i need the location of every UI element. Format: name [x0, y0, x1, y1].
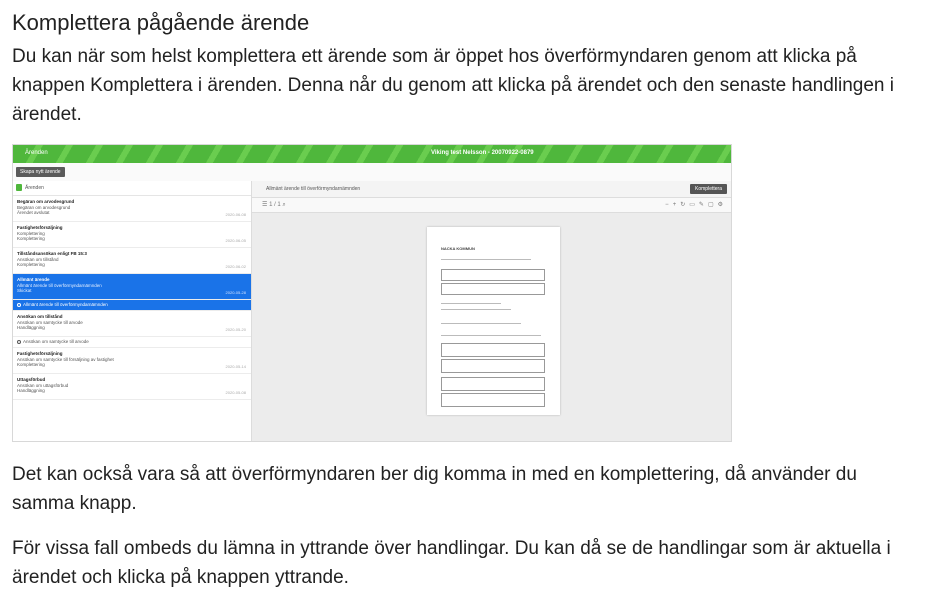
document-title: Komplettera pågående ärende — [12, 10, 310, 35]
search-icon[interactable]: ⌕ — [282, 202, 286, 208]
case-status: Handläggning — [17, 388, 45, 393]
case-date: 2020-05-20 — [225, 326, 246, 332]
page-logo: NACKA KOMMUN — [441, 246, 475, 251]
case-title: Fastighetsförsäljning — [17, 225, 63, 230]
case-subtitle: Ansökan om tillstånd — [17, 256, 59, 262]
intro-paragraph: Du kan när som helst komplettera ett ärende som är öppet hos överförmyndaren genom att klicka på knappen Komplettera i ärenden. Denna når du genom att klicka på ärendet och den senaste handlingen i ärendet. — [12, 46, 894, 125]
case-item[interactable] — [13, 348, 251, 374]
case-document-label: Ansökan om samtycke till arvode — [23, 339, 89, 344]
case-date: 2020-05-28 — [225, 289, 246, 295]
page-form-box — [441, 377, 545, 391]
page-form-box — [441, 359, 545, 373]
page-form-box — [441, 269, 545, 281]
fit-page-icon[interactable]: ▭ — [689, 202, 699, 208]
viewer-header — [252, 181, 732, 198]
app-topbar — [13, 145, 731, 163]
case-item[interactable] — [13, 196, 251, 222]
case-subtitle: Allmänt ärende till överförmyndarnämnden — [17, 282, 102, 288]
case-document[interactable] — [13, 337, 251, 348]
page-number-input[interactable]: 1 — [269, 202, 273, 208]
case-list-header-label: Ärenden — [25, 185, 44, 191]
draw-icon[interactable]: ✎ — [698, 202, 708, 208]
case-status: Komplettering — [17, 362, 45, 367]
case-status: Skickat — [17, 288, 32, 293]
page-text-line — [441, 309, 511, 310]
page-text-line — [441, 335, 541, 336]
case-subtitle: Begäran om arvodesgrund — [17, 204, 71, 210]
comment-icon[interactable]: ▢ — [707, 202, 718, 208]
rotate-icon[interactable]: ↻ — [680, 202, 690, 208]
page-text-line — [441, 303, 501, 304]
page-form-box — [441, 393, 545, 407]
viewer-title: Allmänt ärende till överförmyndarnämnden — [266, 186, 361, 192]
case-status: Ärendet avslutat — [17, 210, 50, 215]
case-title: Ansökan om tillstånd — [17, 314, 63, 319]
case-title: Tillståndsansökan enligt FB 15:3 — [17, 251, 87, 256]
viewer-toolbar — [252, 198, 732, 213]
document-viewer — [252, 181, 732, 442]
page-navigation[interactable] — [262, 201, 286, 209]
case-title: Uttagsförbud — [17, 377, 46, 382]
case-list-sidebar — [13, 181, 252, 442]
new-case-button[interactable]: Skapa nytt ärende — [16, 167, 65, 177]
document-page-preview — [427, 227, 560, 415]
document-icon — [17, 340, 21, 344]
case-subtitle: Komplettering — [17, 230, 45, 236]
topbar-user-label[interactable]: Viking test Nelsson - 20070922-0879 — [431, 150, 534, 156]
case-subtitle: Ansökan om samtycke till arvode — [17, 319, 83, 325]
case-title: Begäran om arvodesgrund — [17, 199, 75, 204]
info-paragraph: Det kan också vara så att överförmyndaren ber dig komma in med en komplettering, då använder du samma knapp. — [12, 464, 857, 514]
case-subtitle: Ansökan om uttagsförbud — [17, 382, 69, 388]
case-list-icon — [16, 184, 22, 191]
page-text-line — [441, 259, 531, 260]
case-title: Allmänt ärende — [17, 277, 50, 282]
case-date: 2020-06-08 — [225, 211, 246, 217]
zoom-in-icon[interactable]: + — [672, 202, 681, 208]
page-text-line — [441, 323, 521, 324]
topbar-section-label[interactable]: Ärenden — [25, 150, 48, 156]
case-date: 2020-06-05 — [225, 237, 246, 243]
zoom-out-icon[interactable]: − — [665, 202, 673, 208]
case-document-label: Allmänt ärende till överförmyndarnämnden — [23, 302, 108, 307]
statement-paragraph: För vissa fall ombeds du lämna in yttrande över handlingar. Du kan då se de handlingar som är aktuella i ärendet och klicka på knappen yttrande. — [12, 538, 891, 588]
page-total: / 1 — [274, 202, 281, 208]
case-date: 2020-06-02 — [225, 263, 246, 269]
case-subtitle: Ansökan om samtycke till försäljning av fastighet — [17, 356, 114, 362]
case-list-header — [13, 181, 251, 196]
case-status: Komplettering — [17, 262, 45, 267]
case-item[interactable] — [13, 222, 251, 248]
viewer-tools — [665, 201, 727, 208]
case-item-selected[interactable] — [13, 274, 251, 300]
case-item[interactable] — [13, 374, 251, 400]
complete-button[interactable]: Komplettera — [690, 184, 727, 194]
case-document-selected[interactable] — [13, 300, 251, 311]
page-form-box — [441, 343, 545, 357]
case-status: Komplettering — [17, 236, 45, 241]
sidebar-toggle-icon[interactable]: ☰ — [262, 202, 268, 208]
case-date: 2020-05-14 — [225, 363, 246, 369]
action-bar — [13, 163, 731, 182]
case-date: 2020-05-08 — [225, 389, 246, 395]
case-title: Fastighetsförsäljning — [17, 351, 63, 356]
settings-icon[interactable]: ⚙ — [717, 202, 727, 208]
embedded-screenshot — [12, 144, 732, 442]
case-status: Handläggning — [17, 325, 45, 330]
case-item[interactable] — [13, 311, 251, 337]
case-item[interactable] — [13, 248, 251, 274]
page-form-box — [441, 283, 545, 295]
document-icon — [17, 303, 21, 307]
